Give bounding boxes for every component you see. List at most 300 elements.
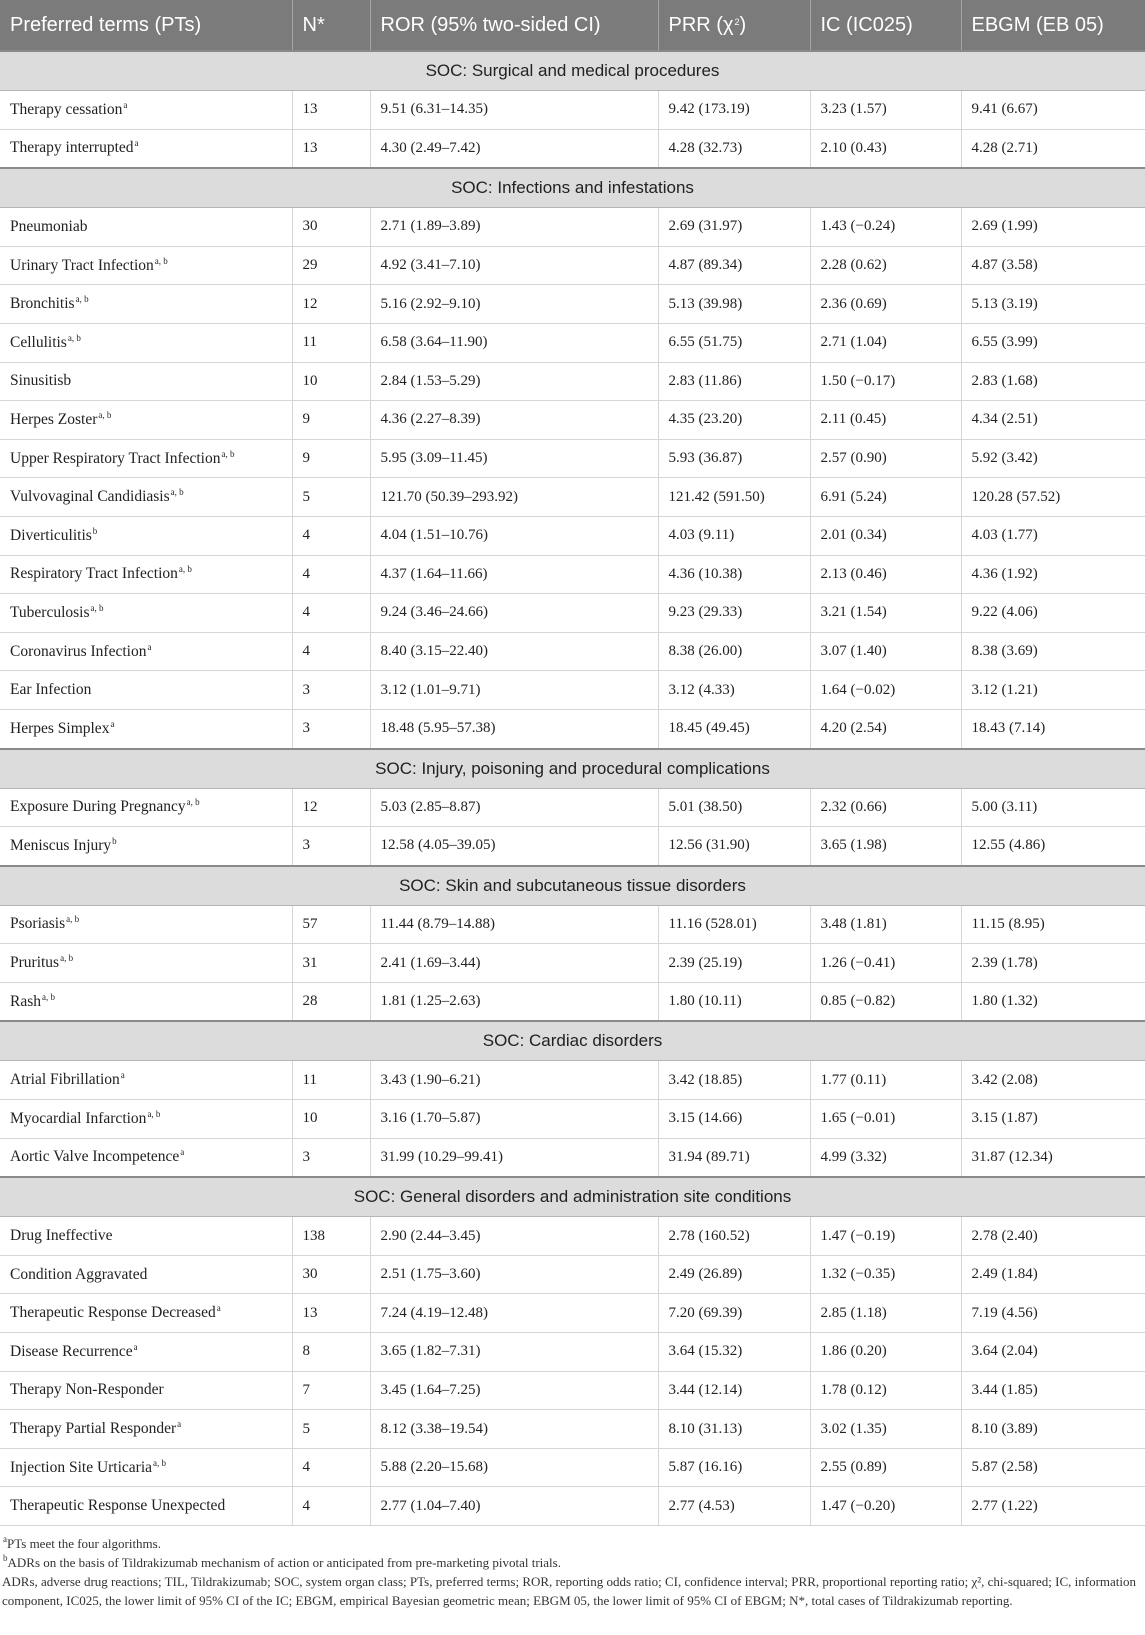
table-body bbox=[0, 51, 1145, 1526]
term-cell bbox=[0, 905, 292, 944]
ror-cell: 5.95 (3.09–11.45) bbox=[370, 439, 658, 478]
ic-cell: 4.20 (2.54) bbox=[810, 709, 961, 748]
n-cell: 13 bbox=[292, 129, 370, 168]
ebgm-cell: 8.10 (3.89) bbox=[961, 1410, 1145, 1449]
soc-label: SOC: Skin and subcutaneous tissue disorders bbox=[0, 866, 1145, 906]
soc-label: SOC: Infections and infestations bbox=[0, 168, 1145, 208]
term-footnote-marker: a, b bbox=[170, 487, 184, 498]
ebgm-cell: 3.15 (1.87) bbox=[961, 1100, 1145, 1139]
term-cell bbox=[0, 1100, 292, 1139]
footnote bbox=[2, 1534, 1143, 1553]
table-row bbox=[0, 1333, 1145, 1372]
ic-cell: 2.11 (0.45) bbox=[810, 401, 961, 440]
n-cell: 9 bbox=[292, 439, 370, 478]
term-text: Sinusitisb bbox=[10, 372, 72, 390]
term-cell bbox=[0, 478, 292, 517]
ebgm-cell: 4.28 (2.71) bbox=[961, 129, 1145, 168]
ebgm-cell: 3.44 (1.85) bbox=[961, 1371, 1145, 1410]
soc-row bbox=[0, 749, 1145, 789]
table-footnotes bbox=[0, 1526, 1145, 1610]
term-text: Diverticulitis bbox=[10, 526, 92, 544]
ic-cell: 1.26 (−0.41) bbox=[810, 944, 961, 983]
term-footnote-marker: a, b bbox=[147, 1108, 161, 1119]
ebgm-cell: 3.42 (2.08) bbox=[961, 1061, 1145, 1100]
prr-cell: 2.39 (25.19) bbox=[658, 944, 810, 983]
term-text: Coronavirus Infection bbox=[10, 642, 147, 660]
ic-cell: 1.47 (−0.19) bbox=[810, 1217, 961, 1256]
table-row bbox=[0, 1371, 1145, 1410]
ic-cell: 1.50 (−0.17) bbox=[810, 362, 961, 401]
term-text: Respiratory Tract Infection bbox=[10, 565, 178, 583]
ror-cell: 2.41 (1.69–3.44) bbox=[370, 944, 658, 983]
ebgm-cell: 4.34 (2.51) bbox=[961, 401, 1145, 440]
soc-label: SOC: Cardiac disorders bbox=[0, 1021, 1145, 1061]
header-prr-chi: χ bbox=[722, 13, 734, 36]
ic-cell: 2.85 (1.18) bbox=[810, 1294, 961, 1333]
term-text: Therapeutic Response Decreased bbox=[10, 1304, 216, 1322]
ebgm-cell: 120.28 (57.52) bbox=[961, 478, 1145, 517]
ror-cell: 5.16 (2.92–9.10) bbox=[370, 285, 658, 324]
ror-cell: 6.58 (3.64–11.90) bbox=[370, 323, 658, 362]
ebgm-cell: 4.87 (3.58) bbox=[961, 246, 1145, 285]
n-cell: 10 bbox=[292, 362, 370, 401]
n-cell: 7 bbox=[292, 1371, 370, 1410]
term-footnote-marker: a bbox=[147, 641, 152, 652]
term-cell bbox=[0, 401, 292, 440]
term-text: Therapy cessation bbox=[10, 100, 123, 118]
prr-cell: 8.38 (26.00) bbox=[658, 632, 810, 671]
n-cell: 13 bbox=[292, 91, 370, 130]
ic-cell: 1.32 (−0.35) bbox=[810, 1255, 961, 1294]
n-cell: 9 bbox=[292, 401, 370, 440]
term-cell bbox=[0, 1410, 292, 1449]
prr-cell: 2.78 (160.52) bbox=[658, 1217, 810, 1256]
term-cell bbox=[0, 982, 292, 1021]
prr-cell: 4.36 (10.38) bbox=[658, 555, 810, 594]
term-cell bbox=[0, 208, 292, 247]
ebgm-cell: 18.43 (7.14) bbox=[961, 709, 1145, 748]
prr-cell: 9.23 (29.33) bbox=[658, 594, 810, 633]
term-text: Cellulitis bbox=[10, 333, 67, 351]
n-cell: 30 bbox=[292, 1255, 370, 1294]
prr-cell: 5.87 (16.16) bbox=[658, 1448, 810, 1487]
table-row bbox=[0, 478, 1145, 517]
term-footnote-marker: b bbox=[112, 835, 117, 846]
ror-cell: 11.44 (8.79–14.88) bbox=[370, 905, 658, 944]
ic-cell: 4.99 (3.32) bbox=[810, 1138, 961, 1177]
n-cell: 3 bbox=[292, 1138, 370, 1177]
n-cell: 31 bbox=[292, 944, 370, 983]
term-footnote-marker: a, b bbox=[186, 797, 200, 808]
ic-cell: 1.64 (−0.02) bbox=[810, 671, 961, 710]
n-cell: 12 bbox=[292, 285, 370, 324]
prr-cell: 2.69 (31.97) bbox=[658, 208, 810, 247]
table-row bbox=[0, 1100, 1145, 1139]
ror-cell: 2.90 (2.44–3.45) bbox=[370, 1217, 658, 1256]
soc-label: SOC: Surgical and medical procedures bbox=[0, 51, 1145, 91]
table-row bbox=[0, 788, 1145, 827]
ebgm-cell: 12.55 (4.86) bbox=[961, 827, 1145, 866]
term-cell bbox=[0, 709, 292, 748]
ror-cell: 9.51 (6.31–14.35) bbox=[370, 91, 658, 130]
soc-label: SOC: General disorders and administration site conditions bbox=[0, 1177, 1145, 1217]
footnote-marker: a bbox=[3, 1534, 7, 1544]
term-cell bbox=[0, 362, 292, 401]
soc-row bbox=[0, 51, 1145, 91]
ic-cell: 2.01 (0.34) bbox=[810, 516, 961, 555]
term-cell bbox=[0, 827, 292, 866]
table-row bbox=[0, 129, 1145, 168]
table-row bbox=[0, 439, 1145, 478]
table-row bbox=[0, 1061, 1145, 1100]
prr-cell: 121.42 (591.50) bbox=[658, 478, 810, 517]
ebgm-cell: 2.83 (1.68) bbox=[961, 362, 1145, 401]
term-text: Vulvovaginal Candidiasis bbox=[10, 488, 170, 506]
ic-cell: 1.86 (0.20) bbox=[810, 1333, 961, 1372]
prr-cell: 4.28 (32.73) bbox=[658, 129, 810, 168]
ebgm-cell: 5.92 (3.42) bbox=[961, 439, 1145, 478]
header-prr-sup: 2 bbox=[734, 16, 740, 27]
ror-cell: 3.65 (1.82–7.31) bbox=[370, 1333, 658, 1372]
ebgm-cell: 4.03 (1.77) bbox=[961, 516, 1145, 555]
ror-cell: 2.77 (1.04–7.40) bbox=[370, 1487, 658, 1526]
term-footnote-marker: a, b bbox=[60, 953, 74, 964]
prr-cell: 12.56 (31.90) bbox=[658, 827, 810, 866]
ic-cell: 2.13 (0.46) bbox=[810, 555, 961, 594]
ic-cell: 3.21 (1.54) bbox=[810, 594, 961, 633]
term-footnote-marker: a bbox=[216, 1303, 221, 1314]
prr-cell: 4.35 (23.20) bbox=[658, 401, 810, 440]
table-row bbox=[0, 1217, 1145, 1256]
header-n: N* bbox=[292, 0, 370, 51]
table-row bbox=[0, 827, 1145, 866]
table-row bbox=[0, 944, 1145, 983]
term-text: Exposure During Pregnancy bbox=[10, 798, 186, 816]
table-row bbox=[0, 208, 1145, 247]
table-row bbox=[0, 905, 1145, 944]
table-row bbox=[0, 594, 1145, 633]
prr-cell: 6.55 (51.75) bbox=[658, 323, 810, 362]
term-text: Drug Ineffective bbox=[10, 1227, 113, 1245]
n-cell: 10 bbox=[292, 1100, 370, 1139]
term-text: Injection Site Urticaria bbox=[10, 1458, 153, 1476]
ic-cell: 3.23 (1.57) bbox=[810, 91, 961, 130]
term-text: Rash bbox=[10, 992, 41, 1010]
term-text: Pruritus bbox=[10, 954, 60, 972]
table-row bbox=[0, 982, 1145, 1021]
ror-cell: 8.12 (3.38–19.54) bbox=[370, 1410, 658, 1449]
n-cell: 5 bbox=[292, 478, 370, 517]
n-cell: 4 bbox=[292, 594, 370, 633]
prr-cell: 1.80 (10.11) bbox=[658, 982, 810, 1021]
prr-cell: 3.15 (14.66) bbox=[658, 1100, 810, 1139]
n-cell: 57 bbox=[292, 905, 370, 944]
ebgm-cell: 5.13 (3.19) bbox=[961, 285, 1145, 324]
table-row bbox=[0, 1448, 1145, 1487]
term-text: Tuberculosis bbox=[10, 603, 90, 621]
prr-cell: 5.93 (36.87) bbox=[658, 439, 810, 478]
n-cell: 11 bbox=[292, 1061, 370, 1100]
ebgm-cell: 2.49 (1.84) bbox=[961, 1255, 1145, 1294]
ebgm-cell: 7.19 (4.56) bbox=[961, 1294, 1145, 1333]
table-row bbox=[0, 401, 1145, 440]
ic-cell: 1.78 (0.12) bbox=[810, 1371, 961, 1410]
ror-cell: 4.04 (1.51–10.76) bbox=[370, 516, 658, 555]
table-row bbox=[0, 1255, 1145, 1294]
ic-cell: 6.91 (5.24) bbox=[810, 478, 961, 517]
ror-cell: 3.12 (1.01–9.71) bbox=[370, 671, 658, 710]
table-row bbox=[0, 246, 1145, 285]
ror-cell: 18.48 (5.95–57.38) bbox=[370, 709, 658, 748]
term-footnote-marker: b bbox=[92, 525, 98, 536]
prr-cell: 31.94 (89.71) bbox=[658, 1138, 810, 1177]
term-text: Therapy Non-Responder bbox=[10, 1381, 164, 1399]
term-text: Aortic Valve Incompetence bbox=[10, 1148, 180, 1166]
prr-cell: 4.03 (9.11) bbox=[658, 516, 810, 555]
term-cell bbox=[0, 944, 292, 983]
n-cell: 13 bbox=[292, 1294, 370, 1333]
prr-cell: 9.42 (173.19) bbox=[658, 91, 810, 130]
term-cell bbox=[0, 1333, 292, 1372]
ebgm-cell: 8.38 (3.69) bbox=[961, 632, 1145, 671]
table-row bbox=[0, 362, 1145, 401]
ic-cell: 1.65 (−0.01) bbox=[810, 1100, 961, 1139]
n-cell: 4 bbox=[292, 632, 370, 671]
term-footnote-marker: a, b bbox=[98, 409, 112, 420]
prr-cell: 11.16 (528.01) bbox=[658, 905, 810, 944]
term-cell bbox=[0, 1371, 292, 1410]
term-footnote-marker: a bbox=[133, 1341, 138, 1352]
prr-cell: 18.45 (49.45) bbox=[658, 709, 810, 748]
ebgm-cell: 2.39 (1.78) bbox=[961, 944, 1145, 983]
n-cell: 28 bbox=[292, 982, 370, 1021]
term-cell bbox=[0, 594, 292, 633]
prr-cell: 5.01 (38.50) bbox=[658, 788, 810, 827]
term-cell bbox=[0, 632, 292, 671]
ic-cell: 2.71 (1.04) bbox=[810, 323, 961, 362]
footnote-text: PTs meet the four algorithms. bbox=[7, 1536, 161, 1551]
term-cell bbox=[0, 1448, 292, 1487]
term-text: Atrial Fibrillation bbox=[10, 1071, 120, 1089]
ebgm-cell: 2.78 (2.40) bbox=[961, 1217, 1145, 1256]
term-cell bbox=[0, 1217, 292, 1256]
term-footnote-marker: a, b bbox=[154, 255, 168, 266]
term-text: Myocardial Infarction bbox=[10, 1109, 147, 1127]
table-row bbox=[0, 285, 1145, 324]
ror-cell: 2.84 (1.53–5.29) bbox=[370, 362, 658, 401]
table-row bbox=[0, 516, 1145, 555]
term-text: Therapy Partial Responder bbox=[10, 1420, 177, 1438]
term-text: Meniscus Injury bbox=[10, 836, 112, 854]
term-cell bbox=[0, 1487, 292, 1526]
ebgm-cell: 11.15 (8.95) bbox=[961, 905, 1145, 944]
prr-cell: 2.49 (26.89) bbox=[658, 1255, 810, 1294]
term-cell bbox=[0, 516, 292, 555]
ic-cell: 3.07 (1.40) bbox=[810, 632, 961, 671]
prr-cell: 2.83 (11.86) bbox=[658, 362, 810, 401]
term-footnote-marker: a, b bbox=[90, 602, 104, 613]
ic-cell: 2.36 (0.69) bbox=[810, 285, 961, 324]
n-cell: 29 bbox=[292, 246, 370, 285]
term-text: Herpes Simplex bbox=[10, 719, 110, 737]
ror-cell: 31.99 (10.29–99.41) bbox=[370, 1138, 658, 1177]
ebgm-cell: 5.87 (2.58) bbox=[961, 1448, 1145, 1487]
ror-cell: 5.03 (2.85–8.87) bbox=[370, 788, 658, 827]
term-footnote-marker: a, b bbox=[178, 564, 192, 575]
n-cell: 4 bbox=[292, 1487, 370, 1526]
n-cell: 5 bbox=[292, 1410, 370, 1449]
ebgm-cell: 6.55 (3.99) bbox=[961, 323, 1145, 362]
term-footnote-marker: a bbox=[120, 1070, 125, 1081]
ebgm-cell: 9.41 (6.67) bbox=[961, 91, 1145, 130]
term-text: Pneumoniab bbox=[10, 217, 88, 235]
term-footnote-marker: a bbox=[180, 1147, 185, 1158]
n-cell: 4 bbox=[292, 1448, 370, 1487]
n-cell: 12 bbox=[292, 788, 370, 827]
term-text: Condition Aggravated bbox=[10, 1265, 148, 1283]
term-footnote-marker: a, b bbox=[75, 294, 89, 305]
term-cell bbox=[0, 246, 292, 285]
table-row bbox=[0, 555, 1145, 594]
n-cell: 4 bbox=[292, 555, 370, 594]
ic-cell: 1.43 (−0.24) bbox=[810, 208, 961, 247]
ebgm-cell: 2.69 (1.99) bbox=[961, 208, 1145, 247]
term-cell bbox=[0, 788, 292, 827]
ror-cell: 3.43 (1.90–6.21) bbox=[370, 1061, 658, 1100]
header-ic: IC (IC025) bbox=[810, 0, 961, 51]
term-text: Herpes Zoster bbox=[10, 410, 98, 428]
term-footnote-marker: a bbox=[110, 718, 115, 729]
prr-cell: 3.44 (12.14) bbox=[658, 1371, 810, 1410]
ic-cell: 3.65 (1.98) bbox=[810, 827, 961, 866]
ic-cell: 2.10 (0.43) bbox=[810, 129, 961, 168]
term-cell bbox=[0, 1255, 292, 1294]
soc-row bbox=[0, 866, 1145, 906]
table-row bbox=[0, 632, 1145, 671]
ror-cell: 9.24 (3.46–24.66) bbox=[370, 594, 658, 633]
term-text: Therapy interrupted bbox=[10, 139, 134, 157]
n-cell: 3 bbox=[292, 671, 370, 710]
ebgm-cell: 4.36 (1.92) bbox=[961, 555, 1145, 594]
ebgm-cell: 3.12 (1.21) bbox=[961, 671, 1145, 710]
ic-cell: 2.28 (0.62) bbox=[810, 246, 961, 285]
ror-cell: 121.70 (50.39–293.92) bbox=[370, 478, 658, 517]
prr-cell: 7.20 (69.39) bbox=[658, 1294, 810, 1333]
table-row bbox=[0, 1294, 1145, 1333]
footnote bbox=[2, 1553, 1143, 1572]
footnote-text: ADRs on the basis of Tildrakizumab mechanism of action or anticipated from pre-marketing pivotal trials. bbox=[7, 1555, 561, 1570]
header-prr-prefix: PRR ( bbox=[668, 13, 723, 36]
prr-cell: 3.64 (15.32) bbox=[658, 1333, 810, 1372]
ebgm-cell: 5.00 (3.11) bbox=[961, 788, 1145, 827]
term-text: Bronchitis bbox=[10, 295, 75, 313]
term-cell bbox=[0, 1294, 292, 1333]
prr-cell: 2.77 (4.53) bbox=[658, 1487, 810, 1526]
ic-cell: 2.55 (0.89) bbox=[810, 1448, 961, 1487]
ror-cell: 3.16 (1.70–5.87) bbox=[370, 1100, 658, 1139]
term-cell bbox=[0, 439, 292, 478]
table-row bbox=[0, 1487, 1145, 1526]
prr-cell: 5.13 (39.98) bbox=[658, 285, 810, 324]
term-footnote-marker: a, b bbox=[66, 914, 80, 925]
ror-cell: 3.45 (1.64–7.25) bbox=[370, 1371, 658, 1410]
term-cell bbox=[0, 671, 292, 710]
ic-cell: 2.57 (0.90) bbox=[810, 439, 961, 478]
term-footnote-marker: a, b bbox=[153, 1457, 167, 1468]
soc-row bbox=[0, 1177, 1145, 1217]
term-cell bbox=[0, 129, 292, 168]
term-cell bbox=[0, 285, 292, 324]
term-footnote-marker: a, b bbox=[221, 448, 235, 459]
soc-row bbox=[0, 1021, 1145, 1061]
term-cell bbox=[0, 1061, 292, 1100]
header-prr bbox=[658, 0, 810, 51]
n-cell: 3 bbox=[292, 709, 370, 748]
term-text: Upper Respiratory Tract Infection bbox=[10, 449, 221, 467]
table-row bbox=[0, 91, 1145, 130]
footnote bbox=[2, 1572, 1143, 1610]
term-text: Psoriasis bbox=[10, 915, 66, 933]
ebgm-cell: 31.87 (12.34) bbox=[961, 1138, 1145, 1177]
header-prr-suffix: ) bbox=[739, 13, 747, 36]
header-row bbox=[0, 0, 1145, 51]
ror-cell: 7.24 (4.19–12.48) bbox=[370, 1294, 658, 1333]
ror-cell: 1.81 (1.25–2.63) bbox=[370, 982, 658, 1021]
term-footnote-marker: a bbox=[177, 1419, 182, 1430]
ic-cell: 0.85 (−0.82) bbox=[810, 982, 961, 1021]
n-cell: 3 bbox=[292, 827, 370, 866]
table-row bbox=[0, 709, 1145, 748]
table-header bbox=[0, 0, 1145, 51]
term-text: Therapeutic Response Unexpected bbox=[10, 1497, 226, 1515]
ror-cell: 4.92 (3.41–7.10) bbox=[370, 246, 658, 285]
ebgm-cell: 3.64 (2.04) bbox=[961, 1333, 1145, 1372]
ror-cell: 4.36 (2.27–8.39) bbox=[370, 401, 658, 440]
table-row bbox=[0, 671, 1145, 710]
term-text: Disease Recurrence bbox=[10, 1342, 133, 1360]
prr-cell: 3.12 (4.33) bbox=[658, 671, 810, 710]
footnote-text: ADRs, adverse drug reactions; TIL, Tildrakizumab; SOC, system organ class; PTs, preferred terms; ROR, reporting odds ratio; CI, confidence interval; PRR, proportional reporting ratio; χ², chi-squared; IC, information component, IC025, the lower limit of 95% CI of the IC; EBGM, empirical Bayesian geometric mean; EBGM 05, the lower limit of 95% CI of EBGM; N*, total cases of Tildrakizumab reporting. bbox=[2, 1574, 1137, 1608]
soc-row bbox=[0, 168, 1145, 208]
footnote-marker: b bbox=[3, 1553, 8, 1563]
table-row bbox=[0, 323, 1145, 362]
prr-cell: 3.42 (18.85) bbox=[658, 1061, 810, 1100]
header-ebgm: EBGM (EB 05) bbox=[961, 0, 1145, 51]
ror-cell: 4.30 (2.49–7.42) bbox=[370, 129, 658, 168]
term-cell bbox=[0, 91, 292, 130]
term-footnote-marker: a, b bbox=[67, 332, 81, 343]
prr-cell: 4.87 (89.34) bbox=[658, 246, 810, 285]
table-row bbox=[0, 1410, 1145, 1449]
prr-cell: 8.10 (31.13) bbox=[658, 1410, 810, 1449]
n-cell: 4 bbox=[292, 516, 370, 555]
ebgm-cell: 1.80 (1.32) bbox=[961, 982, 1145, 1021]
n-cell: 11 bbox=[292, 323, 370, 362]
term-footnote-marker: a bbox=[134, 138, 139, 149]
ebgm-cell: 2.77 (1.22) bbox=[961, 1487, 1145, 1526]
ror-cell: 2.71 (1.89–3.89) bbox=[370, 208, 658, 247]
ebgm-cell: 9.22 (4.06) bbox=[961, 594, 1145, 633]
ror-cell: 5.88 (2.20–15.68) bbox=[370, 1448, 658, 1487]
ic-cell: 3.02 (1.35) bbox=[810, 1410, 961, 1449]
header-ror: ROR (95% two-sided CI) bbox=[370, 0, 658, 51]
soc-label: SOC: Injury, poisoning and procedural complications bbox=[0, 749, 1145, 789]
term-footnote-marker: a bbox=[123, 99, 128, 110]
ic-cell: 2.32 (0.66) bbox=[810, 788, 961, 827]
term-footnote-marker: a, b bbox=[42, 991, 55, 1002]
ic-cell: 1.77 (0.11) bbox=[810, 1061, 961, 1100]
term-text: Ear Infection bbox=[10, 681, 92, 699]
